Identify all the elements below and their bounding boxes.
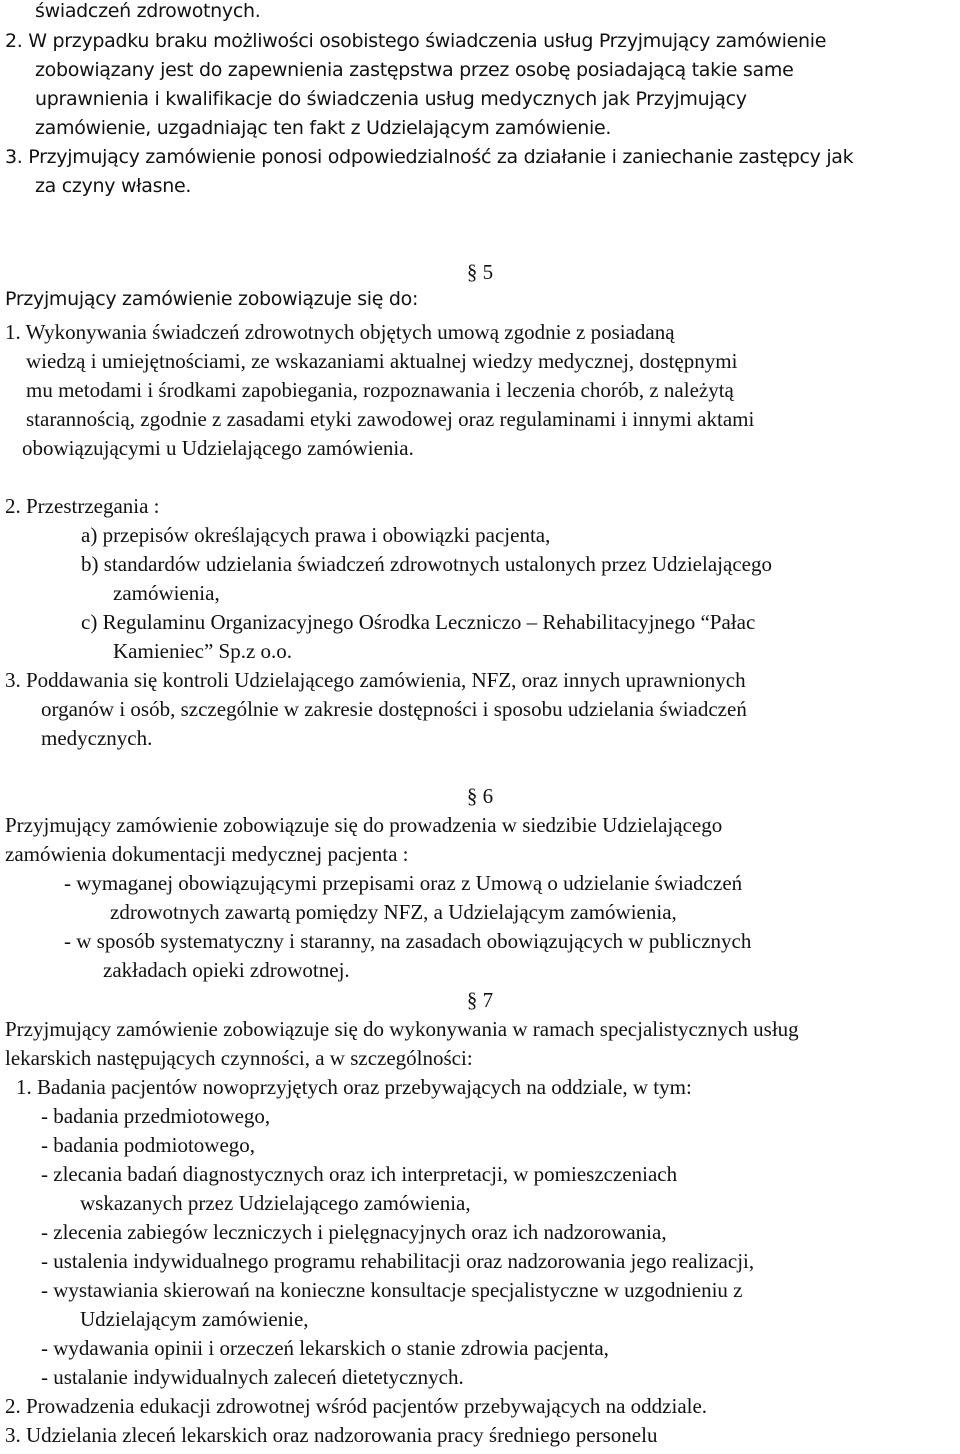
text-line: 2. Prowadzenia edukacji zdrowotnej wśród pacjentów przebywających na oddziale.: [5, 1394, 708, 1418]
text-line: wskazanych przez Udzielającego zamówienia,: [80, 1191, 471, 1215]
text-line: 1. Wykonywania świadczeń zdrowotnych objętych umową zgodnie z posiadaną: [5, 320, 675, 344]
list-item: - badania przedmiotowego,: [41, 1104, 271, 1128]
text-line: uprawnienia i kwalifikacje do świadczenia usług medycznych jak Przyjmujący: [35, 88, 747, 110]
text-line: medycznych.: [41, 726, 153, 750]
list-item: - wymaganej obowiązującymi przepisami oraz z Umową o udzielanie świadczeń: [64, 871, 743, 895]
text-line: Przyjmujący zamówienie zobowiązuje się do:: [5, 288, 419, 310]
text-line: świadczeń zdrowotnych.: [35, 0, 261, 22]
list-item: - zlecania badań diagnostycznych oraz ich interpretacji, w pomieszczeniach: [41, 1162, 678, 1186]
text-line: mu metodami i środkami zapobiegania, rozpoznawania i leczenia chorób, z należytą: [26, 378, 734, 402]
section-heading: § 7: [466, 988, 494, 1012]
text-line: wiedzą i umiejętnościami, ze wskazaniami aktualnej wiedzy medycznej, dostępnymi: [26, 349, 738, 373]
list-item: c) Regulaminu Organizacyjnego Ośrodka Leczniczo – Rehabilitacyjnego “Pałac: [81, 610, 756, 634]
list-item: b) standardów udzielania świadczeń zdrowotnych ustalonych przez Udzielającego: [81, 552, 772, 576]
list-item: - wydawania opinii i orzeczeń lekarskich o stanie zdrowia pacjenta,: [41, 1336, 609, 1360]
list-item: a) przepisów określających prawa i obowiązki pacjenta,: [81, 523, 551, 547]
text-line: zdrowotnych zawartą pomiędzy NFZ, a Udzielającym zamówienia,: [110, 900, 677, 924]
text-line: lekarskich następujących czynności, a w szczególności:: [5, 1046, 473, 1070]
section-heading: § 6: [466, 784, 494, 808]
text-line: zobowiązany jest do zapewnienia zastępstwa przez osobę posiadającą takie same: [35, 59, 794, 81]
list-item: - badania podmiotowego,: [41, 1133, 256, 1157]
text-line: 2. Przestrzegania :: [5, 494, 160, 518]
list-item: - w sposób systematyczny i staranny, na zasadach obowiązujących w publicznych: [64, 929, 752, 953]
text-line: 3. Udzielania zleceń lekarskich oraz nadzorowania pracy średniego personelu: [5, 1423, 658, 1447]
text-line: zakładach opieki zdrowotnej.: [103, 958, 350, 982]
text-line: obowiązującymi u Udzielającego zamówienia.: [22, 436, 414, 460]
text-line: Kamieniec” Sp.z o.o.: [113, 639, 293, 663]
list-item: - ustalanie indywidualnych zaleceń dietetycznych.: [41, 1365, 464, 1389]
text-line: 3. Poddawania się kontroli Udzielającego zamówienia, NFZ, oraz innych uprawnionych: [5, 668, 746, 692]
list-item: - wystawiania skierowań na konieczne konsultacje specjalistyczne w uzgodnieniu z: [41, 1278, 743, 1302]
text-line: zamówienia,: [113, 581, 220, 605]
text-line: Udzielającym zamówienie,: [80, 1307, 309, 1331]
text-line: za czyny własne.: [35, 175, 192, 197]
section-heading: § 5: [466, 260, 494, 284]
text-line: Przyjmujący zamówienie zobowiązuje się do prowadzenia w siedzibie Udzielającego: [5, 813, 723, 837]
list-item: - ustalenia indywidualnego programu rehabilitacji oraz nadzorowania jego realizacji,: [41, 1249, 755, 1273]
text-line: 3. Przyjmujący zamówienie ponosi odpowiedzialność za działanie i zaniechanie zastępcy jak: [5, 146, 854, 168]
text-line: 1. Badania pacjentów nowoprzyjętych oraz przebywających na oddziale, w tym:: [16, 1075, 692, 1099]
text-line: starannością, zgodnie z zasadami etyki zawodowej oraz regulaminami i innymi aktami: [26, 407, 755, 431]
text-line: organów i osób, szczególnie w zakresie dostępności i sposobu udzielania świadczeń: [41, 697, 747, 721]
text-line: Przyjmujący zamówienie zobowiązuje się do wykonywania w ramach specjalistycznych usług: [5, 1017, 799, 1041]
text-line: zamówienia dokumentacji medycznej pacjenta :: [5, 842, 409, 866]
text-line: zamówienie, uzgadniając ten fakt z Udzielającym zamówienie.: [35, 117, 612, 139]
list-item: - zlecenia zabiegów leczniczych i pielęgnacyjnych oraz ich nadzorowania,: [41, 1220, 667, 1244]
text-line: 2. W przypadku braku możliwości osobistego świadczenia usług Przyjmujący zamówienie: [5, 30, 827, 52]
